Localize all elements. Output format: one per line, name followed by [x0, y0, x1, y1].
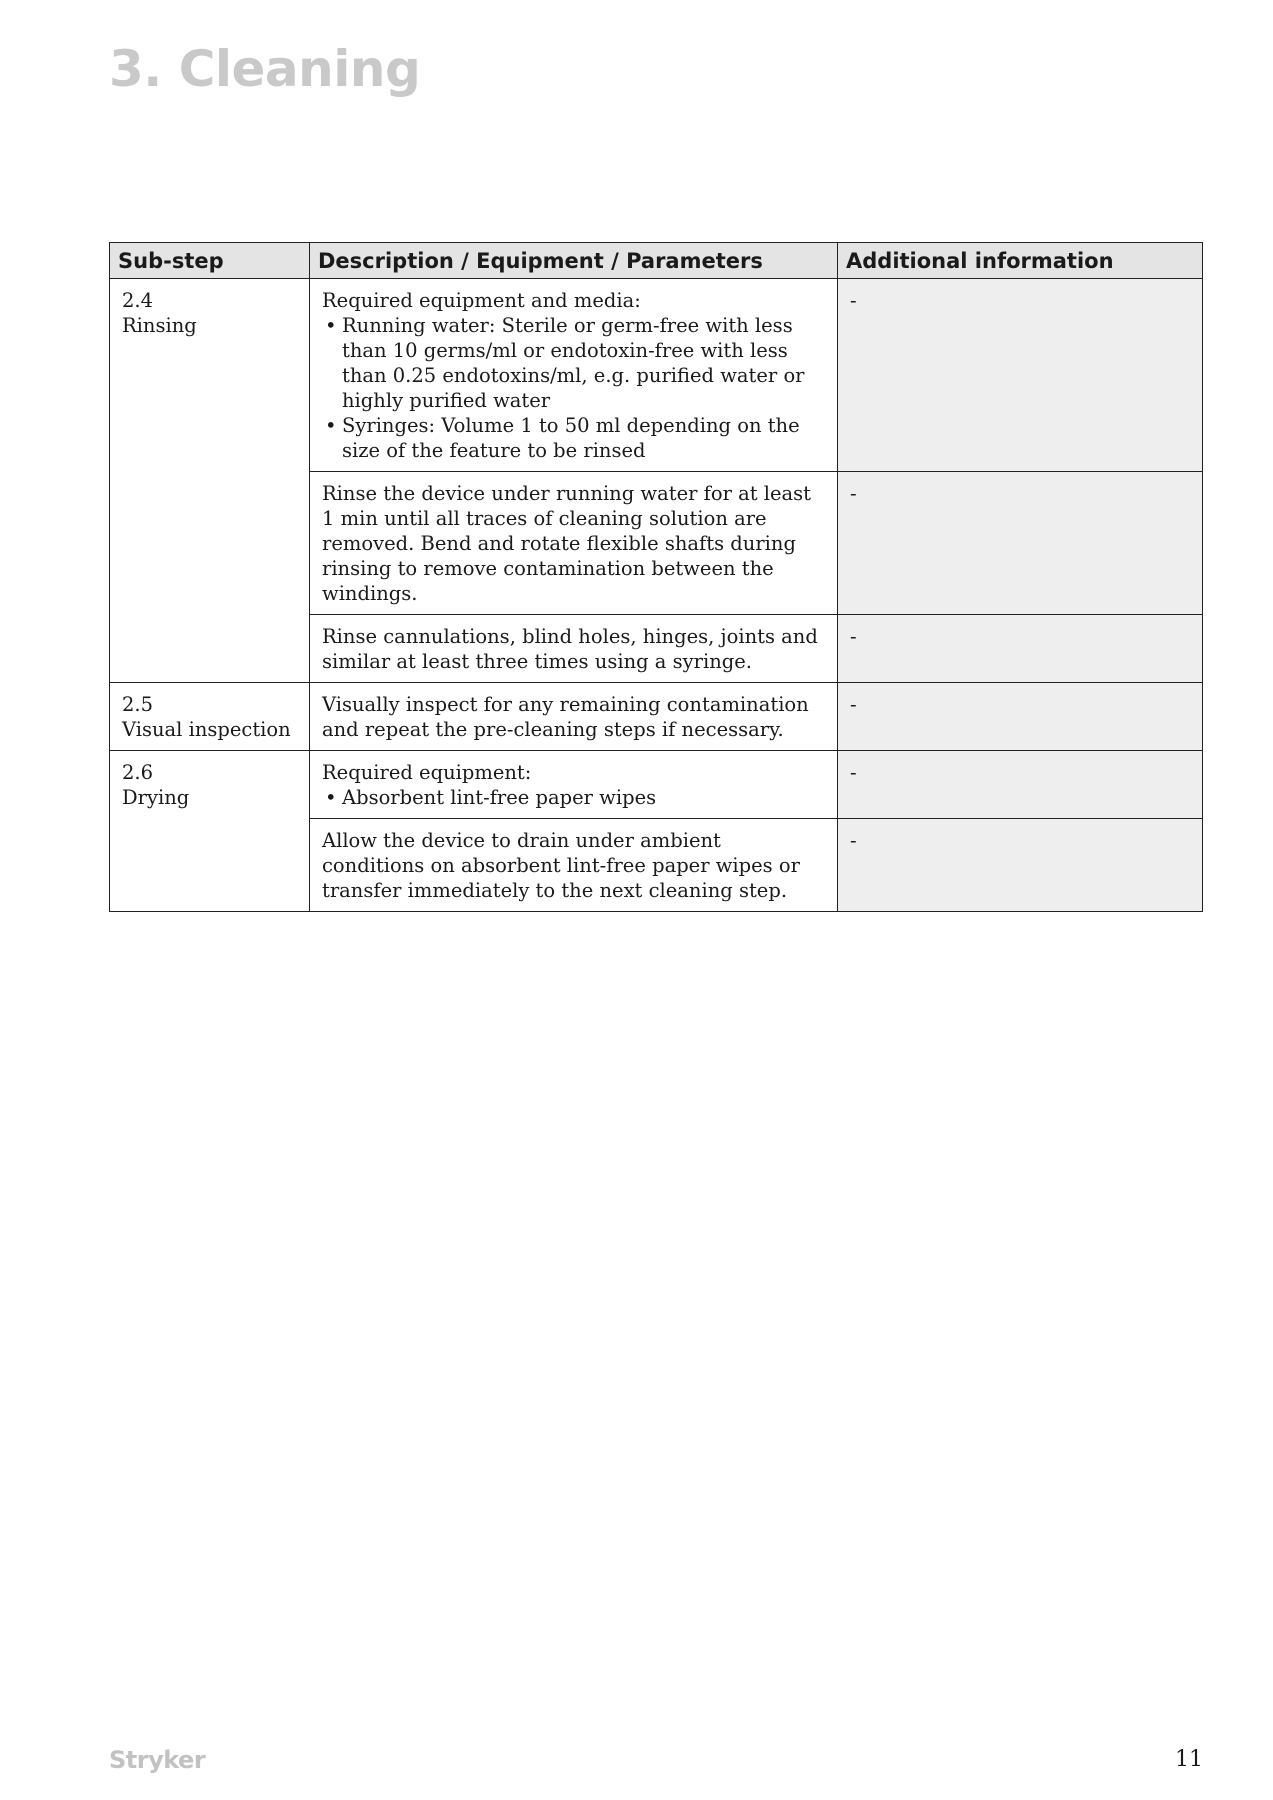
substep-name: Visual inspection [122, 718, 291, 741]
substep-number: 2.4 [122, 289, 154, 312]
page-number: 11 [1175, 1747, 1203, 1772]
equipment-intro: Required equipment: [322, 761, 532, 784]
description-cell: Allow the device to drain under ambient conditions on absorbent lint-free paper wipes or transfer immediately to the next cleaning step. [310, 819, 838, 912]
substep-number: 2.6 [122, 761, 154, 784]
list-item: • Syringes: Volume 1 to 50 ml depending on the size of the feature to be rinsed [322, 413, 825, 463]
header-additional-info: Additional information [838, 243, 1203, 279]
header-description: Description / Equipment / Parameters [310, 243, 838, 279]
additional-info-cell: - [838, 751, 1203, 819]
additional-info-cell: - [838, 683, 1203, 751]
additional-info-cell: - [838, 615, 1203, 683]
additional-info-cell: - [838, 279, 1203, 472]
equipment-intro: Required equipment and media: [322, 289, 641, 312]
table-row [110, 751, 1203, 819]
description-cell [310, 279, 838, 472]
header-substep: Sub-step [110, 243, 310, 279]
page-title: 3. Cleaning [109, 40, 421, 98]
substep-number: 2.5 [122, 693, 154, 716]
table-row [110, 683, 1203, 751]
substep-name: Drying [122, 786, 190, 809]
substep-name: Rinsing [122, 314, 197, 337]
additional-info-cell: - [838, 472, 1203, 615]
description-cell: Rinse the device under running water for at least 1 min until all traces of cleaning solution are removed. Bend and rotate flexible shafts during rinsing to remove contamination between the windings. [310, 472, 838, 615]
stryker-logo: Stryker [109, 1746, 206, 1774]
substep-cell-drying [110, 751, 310, 912]
substep-cell-visual-inspection [110, 683, 310, 751]
cleaning-steps-table [109, 242, 1203, 912]
list-item: • Running water: Sterile or germ-free with less than 10 germs/ml or endotoxin-free with less than 0.25 endotoxins/ml, e.g. purified water or highly purified water [322, 313, 825, 413]
description-cell: Visually inspect for any remaining contamination and repeat the pre-cleaning steps if necessary. [310, 683, 838, 751]
additional-info-cell: - [838, 819, 1203, 912]
description-cell [310, 751, 838, 819]
table-header-row [110, 243, 1203, 279]
equipment-list [322, 313, 825, 463]
equipment-list [322, 785, 825, 810]
substep-cell-rinsing [110, 279, 310, 683]
description-cell: Rinse cannulations, blind holes, hinges, joints and similar at least three times using a syringe. [310, 615, 838, 683]
list-item: • Absorbent lint-free paper wipes [322, 785, 825, 810]
table-row [110, 279, 1203, 472]
